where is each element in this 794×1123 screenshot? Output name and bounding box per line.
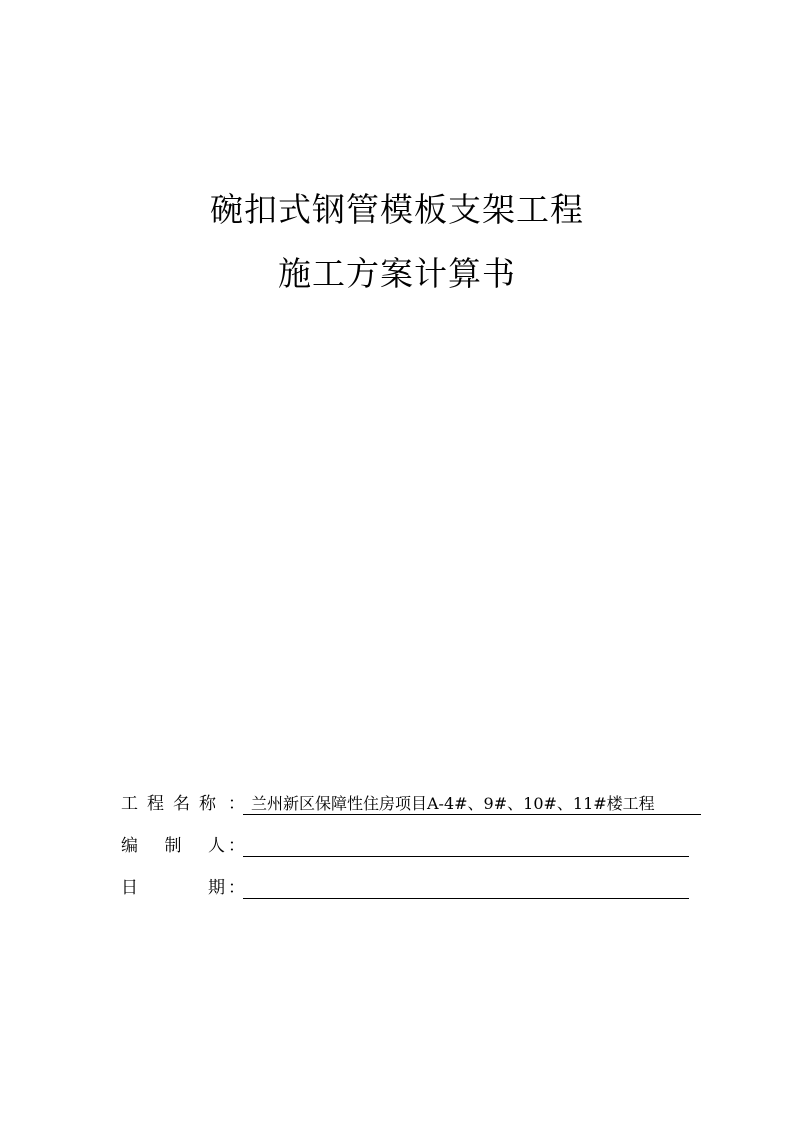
- date-field[interactable]: [243, 877, 689, 899]
- label-char: 人: [208, 836, 225, 856]
- label-char: 期: [208, 878, 225, 898]
- project-name-field[interactable]: 兰州新区保障性住房项目A-4#、9#、10#、11#楼工程: [243, 793, 701, 815]
- date-colon: ：: [228, 878, 245, 898]
- label-char: 制: [164, 836, 182, 856]
- label-char: 程: [147, 794, 164, 814]
- author-colon: ：: [228, 836, 245, 856]
- label-char: 称: [199, 794, 216, 814]
- author-field[interactable]: [243, 835, 689, 857]
- label-char: 名: [173, 794, 190, 814]
- author-label: [121, 835, 225, 857]
- document-title-line-1: 碗扣式钢管模板支架工程: [210, 190, 584, 229]
- label-char: 工: [121, 794, 138, 814]
- document-title-line-2: 施工方案计算书: [278, 254, 516, 293]
- label-char: 日: [121, 878, 138, 898]
- date-label: [121, 877, 225, 899]
- label-char: 编: [121, 836, 138, 856]
- project-name-colon: ：: [228, 794, 245, 814]
- project-name-label: [121, 793, 221, 815]
